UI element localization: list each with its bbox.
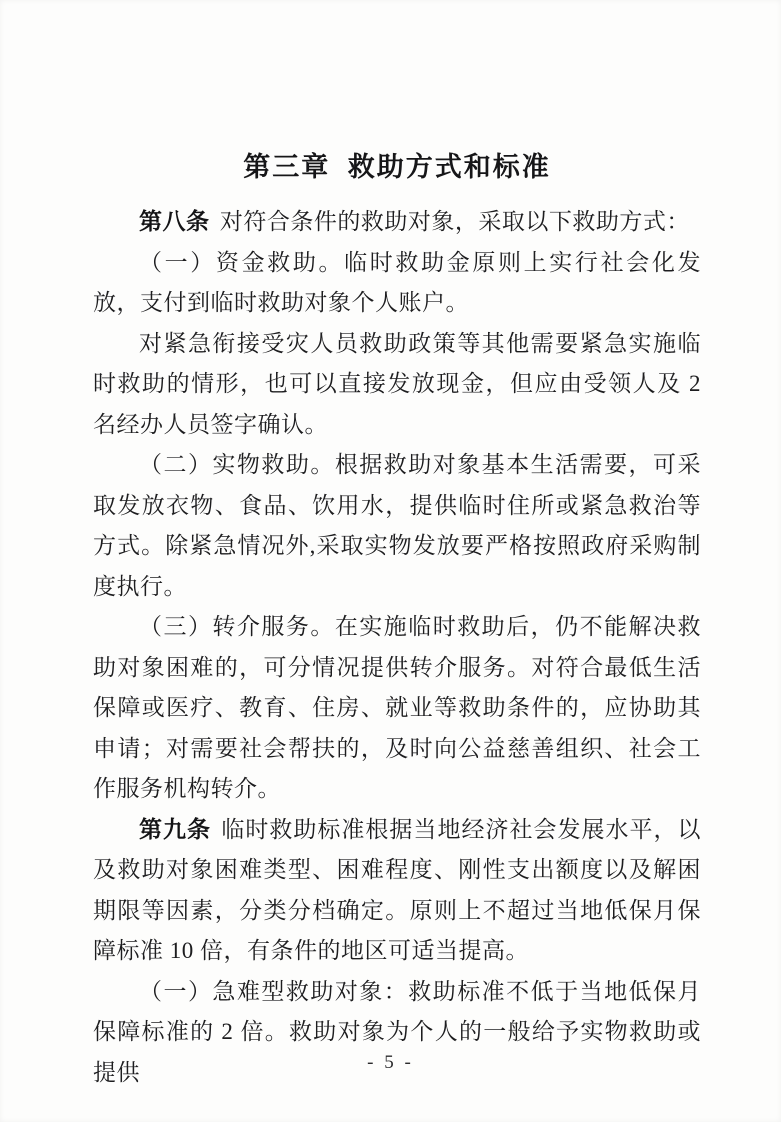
paragraph-text: 临时救助标准根据当地经济社会发展水平，以及救助对象困难类型、困难程度、刚性支出额度以及解困期限等因素，分类分档确定。原则上不超过当地低保月保障标准 10 倍，有条件的地区可适当提高。	[93, 816, 702, 963]
paragraphs-container	[93, 202, 701, 1093]
article-number: 第八条	[139, 209, 210, 234]
paragraph	[93, 810, 701, 972]
paragraph-text: 对符合条件的救助对象，采取以下救助方式：	[219, 209, 690, 234]
paragraph-text: （三）转介服务。在实施临时救助后，仍不能解决救助对象困难的，可分情况提供转介服务。对符合最低生活保障或医疗、教育、住房、就业等救助条件的，应协助其申请；对需要社会帮扶的，及时向公益慈善组织、社会工作服务机构转介。	[93, 614, 701, 801]
chapter-title: 第三章 救助方式和标准	[243, 152, 551, 182]
paragraph	[93, 972, 701, 1094]
paragraph-text: 对紧急衔接受灾人员救助政策等其他需要紧急实施临时救助的情形，也可以直接发放现金，但应由受领人及 2 名经办人员签字确认。	[93, 330, 701, 437]
page-number: - 5 -	[367, 1052, 414, 1073]
paragraph-text: （二）实物救助。根据救助对象基本生活需要，可采取发放衣物、食品、饮用水，提供临时住所或紧急救治等方式。除紧急情况外,采取实物发放要严格按照政府采购制度执行。	[93, 452, 701, 599]
paragraph-text: （一）急难型救助对象：救助标准不低于当地低保月保障标准的 2 倍。救助对象为个人的一般给予实物救助或提供	[93, 978, 701, 1085]
paragraph	[93, 324, 701, 446]
paragraph	[93, 202, 701, 243]
paragraph-text: （一）资金救助。临时救助金原则上实行社会化发放，支付到临时救助对象个人账户。	[93, 249, 701, 315]
paragraph	[93, 607, 701, 810]
article-number: 第九条	[139, 816, 212, 842]
paragraph	[93, 243, 701, 324]
document-body	[93, 146, 701, 1093]
paragraph	[93, 445, 701, 607]
